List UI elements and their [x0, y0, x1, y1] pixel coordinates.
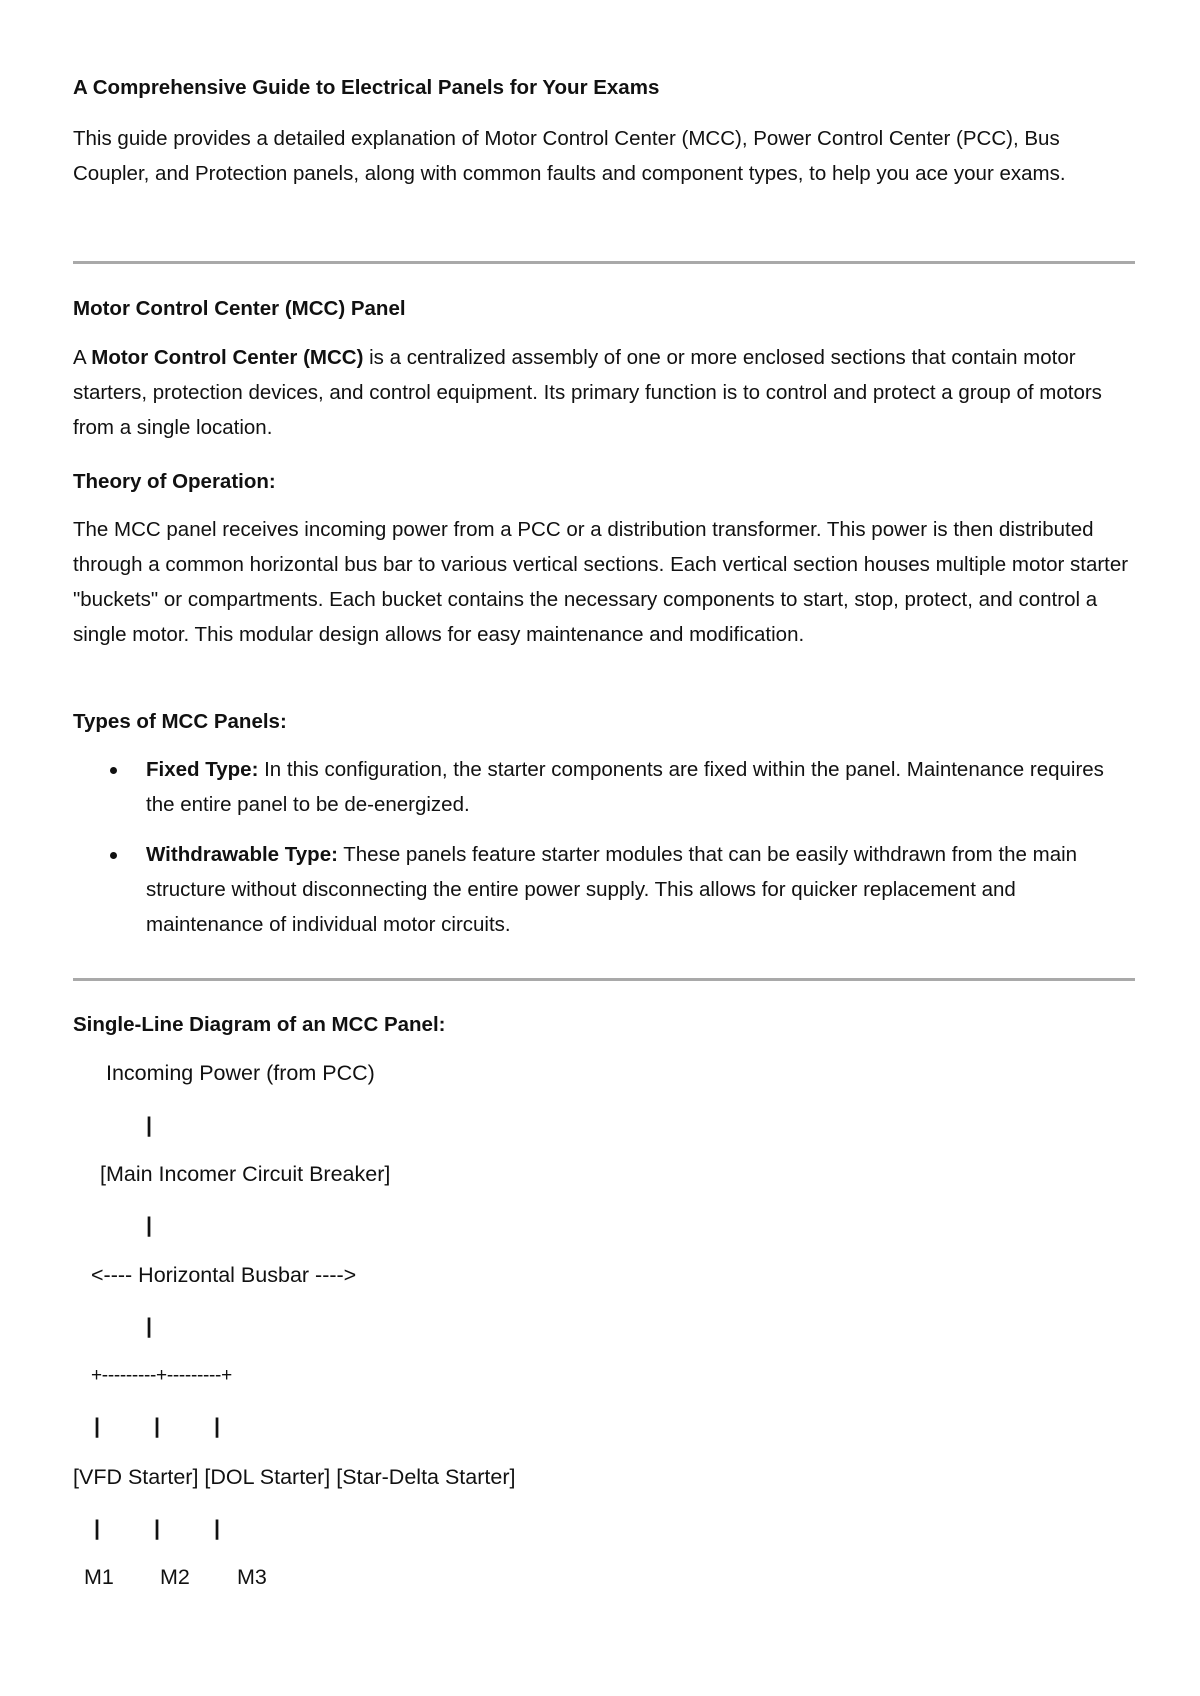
sld-connector: |: [146, 1113, 153, 1137]
sld-connector: |: [94, 1516, 101, 1540]
bullet-icon: [110, 852, 117, 859]
sld-connector: |: [154, 1516, 161, 1540]
document-title: A Comprehensive Guide to Electrical Panels for Your Exams: [73, 76, 660, 99]
section-divider: [73, 978, 1135, 981]
sld-branch: +---------+---------+: [91, 1365, 232, 1386]
sld-motor-m3: M3: [237, 1565, 267, 1589]
types-list: [73, 752, 1133, 942]
sld-motor-m2: M2: [160, 1565, 190, 1589]
sld-connector: |: [94, 1414, 101, 1438]
sld-connector: |: [146, 1213, 153, 1237]
types-heading: Types of MCC Panels:: [73, 710, 287, 733]
intro-paragraph: This guide provides a detailed explanation of Motor Control Center (MCC), Power Control Center (PCC), Bus Coupler, and Protection panels, along with common faults and component types, to help you ace your exams.: [73, 127, 1066, 185]
mcc-def-rest: is a centralized assembly of one or more enclosed sections that contain motor starters, protection devices, and control equipment. Its primary function is to control and protect a group of motors from a single location.: [73, 346, 1102, 439]
sld-motor-m1: M1: [84, 1565, 114, 1589]
mcc-def-prefix: A: [73, 346, 92, 369]
theory-paragraph: The MCC panel receives incoming power from a PCC or a distribution transformer. This power is then distributed through a common horizontal bus bar to various vertical sections. Each vertical section houses multiple motor starter "buckets" or compartments. Each bucket contains the necessary components to start, stop, protect, and control a single motor. This modular design allows for easy maintenance and modification.: [73, 518, 1129, 646]
list-item: [73, 837, 1133, 942]
mcc-definition-paragraph: [73, 340, 1133, 445]
bullet-icon: [110, 767, 117, 774]
sld-main-breaker: [Main Incomer Circuit Breaker]: [100, 1162, 391, 1186]
sld-starters: [VFD Starter] [DOL Starter] [Star-Delta Starter]: [73, 1465, 516, 1489]
sld-heading: Single-Line Diagram of an MCC Panel:: [73, 1013, 446, 1036]
list-item: [73, 752, 1133, 822]
sld-connector: |: [214, 1414, 221, 1438]
section-divider: [73, 261, 1135, 264]
sld-busbar: <---- Horizontal Busbar ---->: [91, 1263, 357, 1287]
sld-connector: |: [154, 1414, 161, 1438]
mcc-def-term: Motor Control Center (MCC): [91, 346, 364, 369]
type-text: These panels feature starter modules that can be easily withdrawn from the main structure without disconnecting the entire power supply. This allows for quicker replacement and maintenance of individual motor circuits.: [146, 843, 1078, 936]
type-label: Withdrawable Type:: [146, 843, 338, 866]
mcc-heading: Motor Control Center (MCC) Panel: [73, 297, 406, 320]
type-text: In this configuration, the starter components are fixed within the panel. Maintenance requires the entire panel to be de-energized.: [146, 758, 1104, 816]
type-label: Fixed Type:: [146, 758, 259, 781]
theory-heading: Theory of Operation:: [73, 470, 276, 493]
sld-connector: |: [214, 1516, 221, 1540]
sld-incoming-power: Incoming Power (from PCC): [106, 1061, 375, 1085]
sld-connector: |: [146, 1314, 153, 1338]
